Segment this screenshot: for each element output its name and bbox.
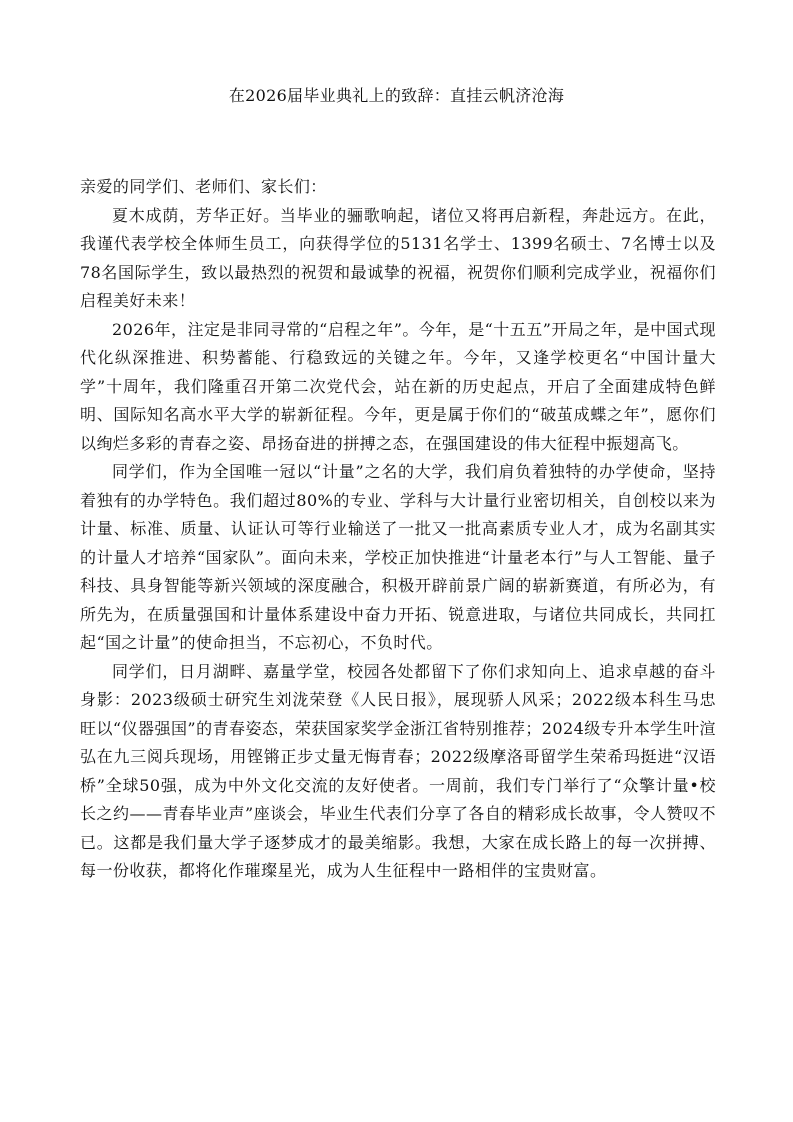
document-body [80,173,716,886]
paragraph-congratulations: 夏木成荫，芳华正好。当毕业的骊歌响起，诸位又将再启新程，奔赴远方。在此，我谨代表学校全体师生员工，向获得学位的5131名学士、1399名硕士、7名博士以及78名国际学生，致以最热烈的祝贺和最诚挚的祝福，祝贺你们顺利完成学业，祝福你们启程美好未来！ [80,205,716,310]
paragraph-student-achievements: 同学们，日月湖畔、嘉量学堂，校园各处都留下了你们求知向上、追求卓越的奋斗身影：2023级硕士研究生刘泷荣登《人民日报》，展现骄人风采；2022级本科生马忠旺以“仪器强国”的青春姿态，荣获国家奖学金浙江省特别推荐；2024级专升本学生叶渲弘在九三阅兵现场，用铿锵正步丈量无悔青春；2022级摩洛哥留学生荣希玛挺进“汉语桥”全球50强，成为中外文化交流的友好使者。一周前，我们专门举行了“众擎计量•校长之约——青春毕业声”座谈会，毕业生代表们分享了各自的精彩成长故事，令人赞叹不已。这都是我们量大学子逐梦成才的最美缩影。我想，大家在成长路上的每一次拼搏、每一份收获，都将化作璀璨星光，成为人生征程中一路相伴的宝贵财富。 [80,661,716,880]
paragraph-year-2026: 2026年，注定是非同寻常的“启程之年”。今年，是“十五五”开局之年，是中国式现代化纵深推进、积势蓄能、行稳致远的关键之年。今年，又逢学校更名“中国计量大学”十周年，我们隆重召开第二次党代会，站在新的历史起点，开启了全面建成特色鲜明、国际知名高水平大学的崭新征程。今年，更是属于你们的“破茧成蝶之年”，愿你们以绚烂多彩的青春之姿、昂扬奋进的拼搏之态，在强国建设的伟大征程中振翅高飞。 [80,319,716,453]
document-title: 在2026届毕业典礼上的致辞：直挂云帆济沧海 [228,86,565,105]
paragraph-metrology-mission: 同学们，作为全国唯一冠以“计量”之名的大学，我们肩负着独特的办学使命，坚持着独有的办学特色。我们超过80%的专业、学科与大计量行业密切相关，自创校以来为计量、标准、质量、认证认可等行业输送了一批又一批高素质专业人才，成为名副其实的计量人才培养“国家队”。面向未来，学校正加快推进“计量老本行”与人工智能、量子科技、具身智能等新兴领域的深度融合，积极开辟前景广阔的崭新赛道，有所必为，有所先为，在质量强国和计量体系建设中奋力开拓、锐意进取，与诸位共同成长，共同扛起“国之计量”的使命担当，不忘初心，不负时代。 [80,462,716,652]
salutation: 亲爱的同学们、老师们、家长们： [80,177,327,196]
